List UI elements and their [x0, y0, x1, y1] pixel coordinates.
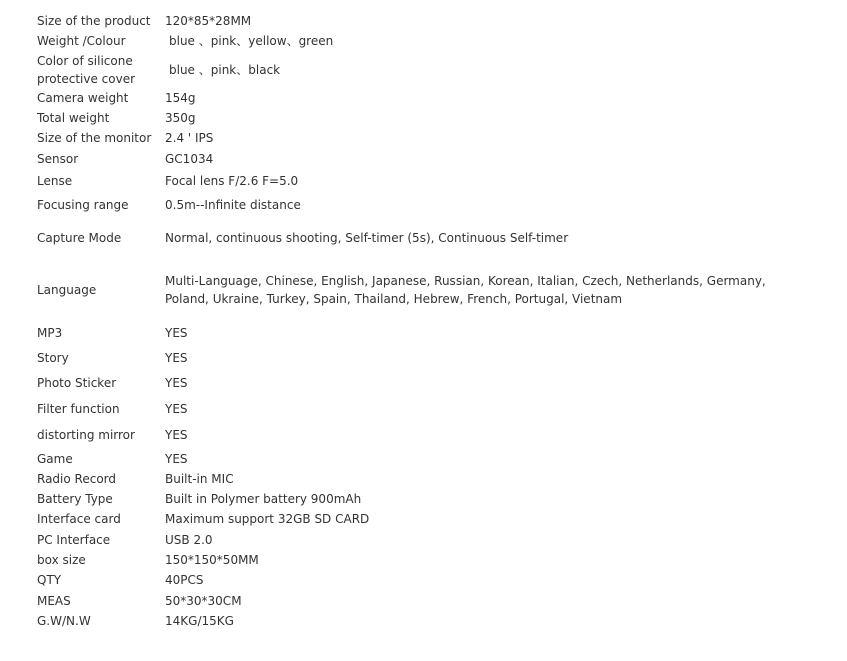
spec-label: Color of silicone protective cover: [37, 53, 136, 86]
spec-table: [37, 11, 817, 631]
spec-value: blue 、pink、black: [169, 62, 281, 77]
spec-row-weight-colour: [37, 31, 817, 51]
spec-label: Game: [37, 451, 73, 466]
spec-label: Interface card: [37, 512, 121, 526]
spec-value: Built-in MIC: [165, 472, 234, 486]
spec-row-battery-type: [37, 489, 817, 509]
spec-label: Lense: [37, 174, 73, 188]
spec-label: Weight /Colour: [37, 34, 126, 48]
spec-value: YES: [165, 375, 188, 390]
spec-row-game: [37, 448, 817, 469]
spec-row-language: [37, 259, 817, 320]
spec-label: G.W/N.W: [37, 614, 91, 628]
spec-value: Focal lens F/2.6 F=5.0: [165, 174, 299, 188]
spec-label: Size of the monitor: [37, 131, 152, 145]
spec-value: Built in Polymer battery 900mAh: [165, 492, 362, 506]
spec-row-photo-sticker: [37, 370, 817, 395]
spec-label: Capture Mode: [37, 231, 122, 245]
spec-row-interface-card: [37, 509, 817, 529]
spec-value: YES: [165, 428, 188, 442]
spec-row-cover-color: [37, 51, 817, 88]
spec-value: 350g: [165, 111, 196, 125]
spec-label: box size: [37, 553, 86, 567]
spec-value: Multi-Language, Chinese, English, Japanese, Russian, Korean, Italian, Czech, Netherlands, Germany, Poland, Ukraine, Turkey, Spain, Thailand, Hebrew, French, Portugal, Vietnam: [165, 273, 766, 306]
spec-row-box-size: [37, 550, 817, 570]
spec-label: Radio Record: [37, 472, 116, 486]
spec-label: Language: [37, 282, 97, 297]
spec-row-filter-function: [37, 395, 817, 422]
spec-row-size-of-product: [37, 11, 817, 31]
spec-value: GC1034: [165, 151, 214, 166]
spec-value: YES: [165, 451, 188, 466]
spec-value: 2.4 ' IPS: [165, 131, 214, 145]
spec-label: Sensor: [37, 151, 79, 166]
spec-value: YES: [165, 401, 188, 416]
spec-row-story: [37, 345, 817, 370]
spec-row-sensor: [37, 148, 817, 169]
spec-row-focusing-range: [37, 193, 817, 217]
spec-row-qty: [37, 570, 817, 590]
spec-value: Normal, continuous shooting, Self-timer (5s), Continuous Self-timer: [165, 231, 569, 245]
spec-row-radio-record: [37, 469, 817, 489]
spec-label: MP3: [37, 325, 63, 340]
spec-label: Size of the product: [37, 14, 151, 28]
spec-row-distorting-mirror: [37, 422, 817, 448]
spec-row-total-weight: [37, 108, 817, 128]
spec-value: 154g: [165, 91, 196, 105]
spec-value: 120*85*28MM: [165, 14, 252, 28]
spec-value: 40PCS: [165, 573, 204, 587]
spec-value: 50*30*30CM: [165, 593, 242, 608]
spec-label: Focusing range: [37, 198, 129, 212]
spec-label: Photo Sticker: [37, 375, 117, 390]
spec-value: Maximum support 32GB SD CARD: [165, 512, 370, 526]
spec-value: YES: [165, 325, 188, 340]
spec-value: 14KG/15KG: [165, 614, 234, 628]
spec-label: PC Interface: [37, 532, 111, 547]
spec-label: distorting mirror: [37, 428, 135, 442]
spec-label: Camera weight: [37, 91, 129, 105]
spec-label: MEAS: [37, 593, 71, 608]
spec-row-meas: [37, 590, 817, 611]
spec-row-mp3: [37, 320, 817, 345]
spec-label: Total weight: [37, 111, 110, 125]
spec-row-capture-mode: [37, 217, 817, 259]
spec-label: Story: [37, 350, 69, 365]
spec-label: QTY: [37, 573, 62, 587]
spec-label: Battery Type: [37, 492, 113, 506]
spec-value: 150*150*50MM: [165, 553, 259, 567]
spec-value: YES: [165, 350, 188, 365]
spec-row-gw-nw: [37, 611, 817, 631]
spec-row-pc-interface: [37, 529, 817, 550]
spec-row-camera-weight: [37, 88, 817, 108]
spec-label: Filter function: [37, 401, 120, 416]
spec-row-lense: [37, 169, 817, 193]
spec-value: 0.5m--Infinite distance: [165, 198, 301, 212]
spec-value: blue 、pink、yellow、green: [169, 34, 334, 48]
spec-row-monitor-size: [37, 128, 817, 148]
spec-value: USB 2.0: [165, 532, 213, 547]
